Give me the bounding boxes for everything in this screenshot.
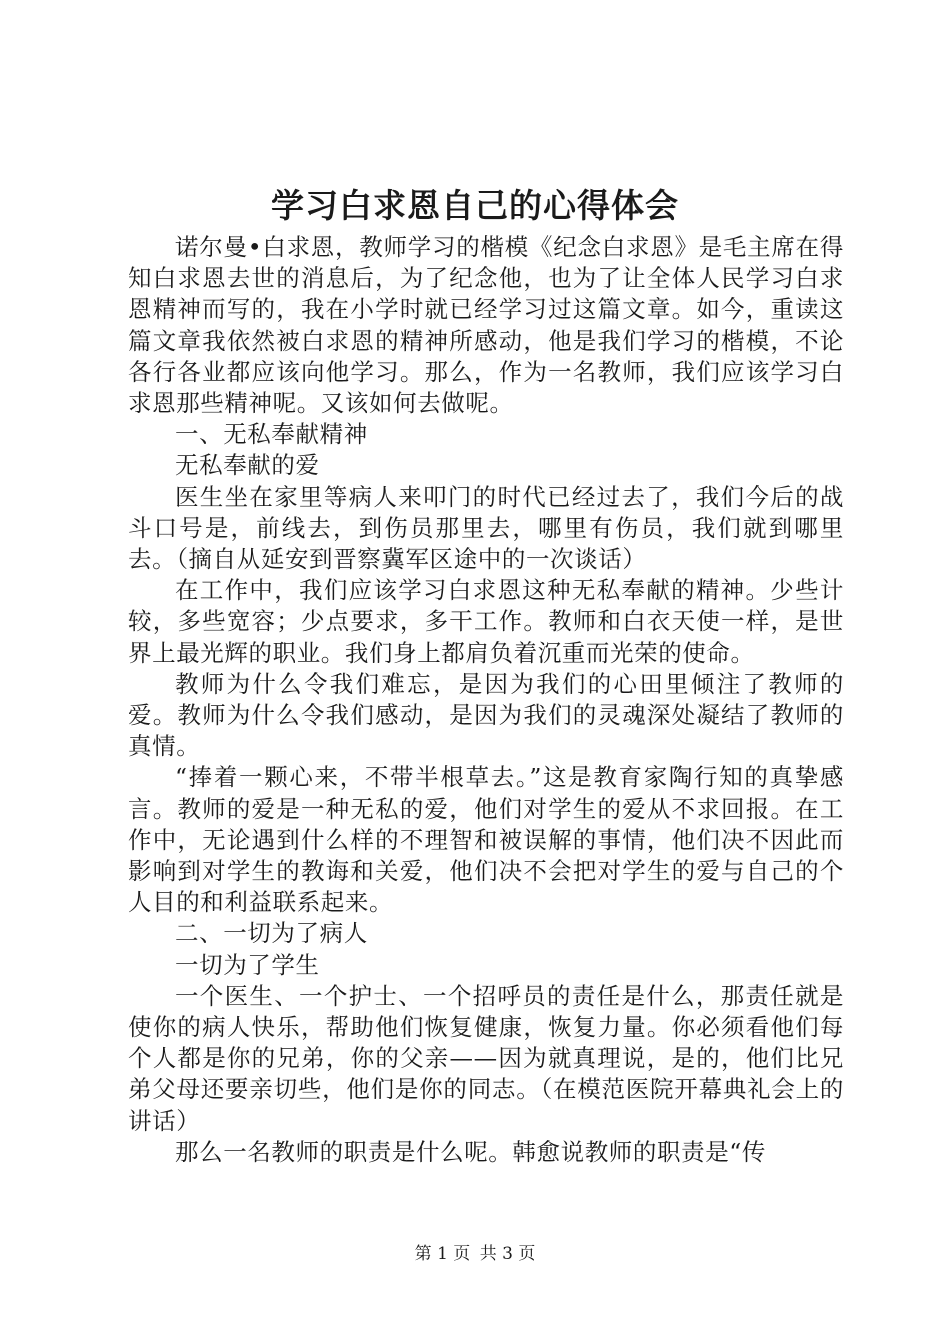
- paragraph: 诺尔曼•白求恩，教师学习的楷模《纪念白求恩》是毛主席在得知白求恩去世的消息后，为了纪念他，也为了让全体人民学习白求恩精神而写的，我在小学时就已经学习过这篇文章。如今，重读这篇文章我依然被白求恩的精神所感动，他是我们学习的楷模，不论各行各业都应该向他学习。那么，作为一名教师，我们应该学习白求恩那些精神呢。又该如何去做呢。: [128, 233, 844, 418]
- section-heading: 一、无私奉献精神: [175, 420, 368, 449]
- document-title: 学习白求恩自己的心得体会: [271, 186, 679, 225]
- paragraph: 教师为什么令我们难忘，是因为我们的心田里倾注了教师的爱。教师为什么令我们感动，是因为我们的灵魂深处凝结了教师的真情。: [128, 669, 844, 761]
- paragraph: 一个医生、一个护士、一个招呼员的责任是什么，那责任就是使你的病人快乐，帮助他们恢复健康，恢复力量。你必须看他们每个人都是你的兄弟，你的父亲——因为就真理说，是的，他们比兄弟父母还要亲切些，他们是你的同志。（在模范医院开幕典礼会上的讲话）: [128, 981, 844, 1135]
- paragraph: “捧着一颗心来，不带半根草去。”这是教育家陶行知的真挚感言。教师的爱是一种无私的爱，他们对学生的爱从不求回报。在工作中，无论遇到什么样的不理智和被误解的事情，他们决不因此而影响到对学生的教诲和关爱，他们决不会把对学生的爱与自己的个人目的和利益联系起来。: [128, 763, 844, 917]
- sub-heading: 一切为了学生: [175, 950, 320, 979]
- document-body: [128, 232, 844, 1168]
- section-heading: 二、一切为了病人: [175, 919, 368, 948]
- page-number: 第 1 页: [414, 1244, 471, 1264]
- paragraph: 在工作中，我们应该学习白求恩这种无私奉献的精神。少些计较，多些宽容；少点要求，多干工作。教师和白衣天使一样，是世界上最光辉的职业。我们身上都肩负着沉重而光荣的使命。: [128, 576, 844, 667]
- page-footer: [0, 1242, 950, 1266]
- page-total: 共 3 页: [479, 1244, 536, 1264]
- paragraph: 那么一名教师的职责是什么呢。韩愈说教师的职责是“传: [175, 1137, 767, 1166]
- sub-heading: 无私奉献的爱: [175, 451, 320, 480]
- paragraph: 医生坐在家里等病人来叩门的时代已经过去了，我们今后的战斗口号是，前线去，到伤员那里去，哪里有伤员，我们就到哪里去。（摘自从延安到晋察冀军区途中的一次谈话）: [128, 482, 844, 574]
